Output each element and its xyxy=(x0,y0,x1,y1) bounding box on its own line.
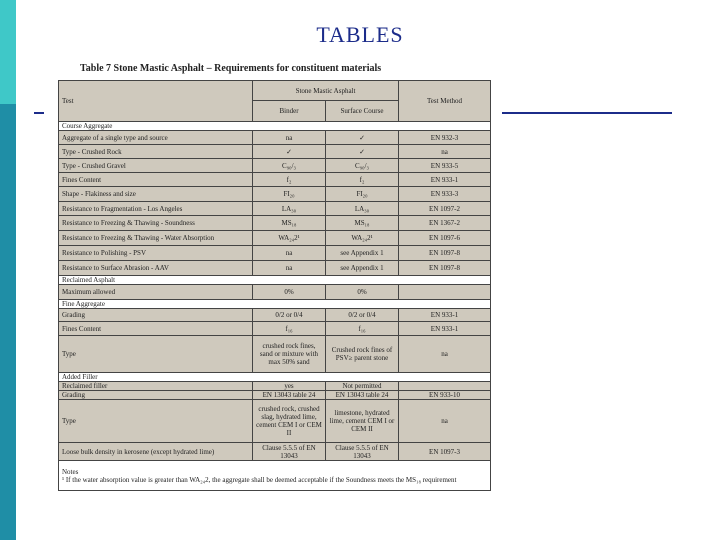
cell-method: EN 933-1 xyxy=(399,309,491,322)
decorative-line-left xyxy=(34,112,44,114)
cell-surface: ✓ xyxy=(326,131,399,145)
cell-binder: FI₂₀ xyxy=(253,187,326,202)
cell-surface: see Appendix 1 xyxy=(326,261,399,276)
table-row xyxy=(59,187,491,202)
slide-title: TABLES xyxy=(316,22,404,47)
cell-binder: na xyxy=(253,131,326,145)
cell-method: na xyxy=(399,145,491,159)
cell-method: EN 933-10 xyxy=(399,391,491,400)
cell-binder: f₂ xyxy=(253,173,326,187)
cell-method: EN 1097-3 xyxy=(399,443,491,461)
table-row xyxy=(59,285,491,300)
cell-binder: crushed rock fines, sand or mixture with max 50% sand xyxy=(253,336,326,373)
table-caption: Table 7 Stone Mastic Asphalt – Requirements for constituent materials xyxy=(80,63,382,74)
section-row xyxy=(59,276,491,285)
cell-test: Loose bulk density in kerosene (except hydrated lime) xyxy=(59,443,253,461)
cell-surface: WA₂₄2¹ xyxy=(326,231,399,246)
cell-binder: 0/2 or 0/4 xyxy=(253,309,326,322)
cell-test: Type xyxy=(59,336,253,373)
cell-method: na xyxy=(399,400,491,443)
table-row xyxy=(59,400,491,443)
cell-surface: Clause 5.5.5 of EN 13043 xyxy=(326,443,399,461)
cell-method: EN 933-1 xyxy=(399,322,491,336)
table-row xyxy=(59,202,491,216)
cell-surface: LA₃₀ xyxy=(326,202,399,216)
cell-binder: crushed rock, crushed slag, hydrated lime, cement CEM I or CEM II xyxy=(253,400,326,443)
cell-binder: yes xyxy=(253,382,326,391)
cell-method: EN 933-5 xyxy=(399,159,491,173)
cell-method: na xyxy=(399,336,491,373)
table-row xyxy=(59,246,491,261)
cell-method: EN 933-3 xyxy=(399,187,491,202)
cell-method xyxy=(399,382,491,391)
cell-method: EN 1097-8 xyxy=(399,261,491,276)
cell-surface: C₉₀/₃ xyxy=(326,159,399,173)
cell-surface: 0% xyxy=(326,285,399,300)
cell-test: Type xyxy=(59,400,253,443)
cell-test: Reclaimed filler xyxy=(59,382,253,391)
notes-row xyxy=(59,461,491,491)
cell-test: Grading xyxy=(59,309,253,322)
section-label: Reclaimed Asphalt xyxy=(59,276,491,285)
header-method: Test Method xyxy=(399,81,491,122)
note-1: ¹ If the water absorption value is greater than WA₂₄2, the aggregate shall be deemed acceptable if the Soundness meets the MS₁₈ requirement xyxy=(62,475,457,484)
header-binder: Binder xyxy=(253,101,326,122)
cell-surface: Crushed rock fines of PSV≥ parent stone xyxy=(326,336,399,373)
cell-test: Resistance to Fragmentation - Los Angeles xyxy=(59,202,253,216)
decorative-line-right xyxy=(502,112,672,114)
table-row xyxy=(59,261,491,276)
table-row xyxy=(59,336,491,373)
cell-test: Maximum allowed xyxy=(59,285,253,300)
table-row xyxy=(59,216,491,231)
cell-surface: EN 13043 table 24 xyxy=(326,391,399,400)
table-header-row xyxy=(59,81,491,101)
section-row xyxy=(59,122,491,131)
cell-binder: EN 13043 table 24 xyxy=(253,391,326,400)
cell-test: Fines Content xyxy=(59,173,253,187)
cell-test: Aggregate of a single type and source xyxy=(59,131,253,145)
cell-surface: limestone, hydrated lime, cement CEM I or CEM II xyxy=(326,400,399,443)
cell-method: EN 1097-8 xyxy=(399,246,491,261)
table-row xyxy=(59,145,491,159)
table-row xyxy=(59,382,491,391)
cell-method: EN 1367-2 xyxy=(399,216,491,231)
cell-test: Resistance to Surface Abrasion - AAV xyxy=(59,261,253,276)
table-row xyxy=(59,231,491,246)
cell-test: Resistance to Freezing & Thawing - Water Absorption xyxy=(59,231,253,246)
cell-binder: ✓ xyxy=(253,145,326,159)
cell-test: Grading xyxy=(59,391,253,400)
cell-surface: ✓ xyxy=(326,145,399,159)
table-row xyxy=(59,309,491,322)
cell-test: Type - Crushed Gravel xyxy=(59,159,253,173)
table-row xyxy=(59,391,491,400)
requirements-table xyxy=(58,80,491,491)
section-label: Course Aggregate xyxy=(59,122,491,131)
cell-surface: see Appendix 1 xyxy=(326,246,399,261)
header-test: Test xyxy=(59,81,253,122)
cell-binder: na xyxy=(253,261,326,276)
section-row xyxy=(59,373,491,382)
section-label: Added Filler xyxy=(59,373,491,382)
cell-test: Resistance to Polishing - PSV xyxy=(59,246,253,261)
header-surface: Surface Course xyxy=(326,101,399,122)
cell-binder: na xyxy=(253,246,326,261)
cell-test: Resistance to Freezing & Thawing - Soundness xyxy=(59,216,253,231)
cell-method: EN 933-1 xyxy=(399,173,491,187)
section-label: Fine Aggregate xyxy=(59,300,491,309)
cell-binder: LA₃₀ xyxy=(253,202,326,216)
table-row xyxy=(59,173,491,187)
cell-binder: Clause 5.5.5 of EN 13043 xyxy=(253,443,326,461)
cell-binder: WA₂₄2¹ xyxy=(253,231,326,246)
cell-method xyxy=(399,285,491,300)
cell-surface: MS₁₈ xyxy=(326,216,399,231)
cell-surface: FI₂₀ xyxy=(326,187,399,202)
cell-surface: 0/2 or 0/4 xyxy=(326,309,399,322)
notes-cell xyxy=(59,461,491,491)
table-row xyxy=(59,322,491,336)
cell-test: Fines Content xyxy=(59,322,253,336)
accent-bar-bottom xyxy=(0,104,16,540)
cell-test: Shape - Flakiness and size xyxy=(59,187,253,202)
cell-binder: 0% xyxy=(253,285,326,300)
section-row xyxy=(59,300,491,309)
cell-surface: f₁₆ xyxy=(326,322,399,336)
cell-binder: f₁₆ xyxy=(253,322,326,336)
cell-surface: f₂ xyxy=(326,173,399,187)
table-row xyxy=(59,131,491,145)
table-row xyxy=(59,443,491,461)
cell-test: Type - Crushed Rock xyxy=(59,145,253,159)
cell-method: EN 932-3 xyxy=(399,131,491,145)
accent-bar-top xyxy=(0,0,16,104)
cell-binder: C₉₀/₃ xyxy=(253,159,326,173)
cell-method: EN 1097-6 xyxy=(399,231,491,246)
cell-method: EN 1097-2 xyxy=(399,202,491,216)
notes-heading: Notes xyxy=(62,467,79,476)
header-group: Stone Mastic Asphalt xyxy=(253,81,399,101)
table-row xyxy=(59,159,491,173)
cell-surface: Not permitted xyxy=(326,382,399,391)
cell-binder: MS₁₈ xyxy=(253,216,326,231)
